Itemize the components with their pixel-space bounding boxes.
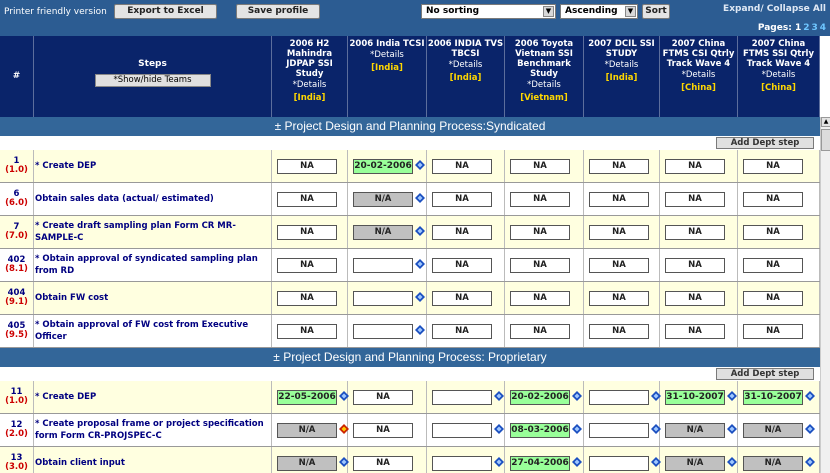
na-field[interactable]: N/A	[277, 423, 337, 438]
step-number	[0, 216, 34, 248]
info-diamond-icon[interactable]	[727, 424, 737, 434]
step-name[interactable]	[34, 249, 272, 281]
status-cell	[348, 150, 427, 182]
status-cell	[505, 249, 584, 281]
status-cell	[660, 183, 738, 215]
step-id: 12	[10, 420, 23, 430]
section-toolbar	[0, 136, 820, 150]
study-header	[272, 36, 348, 117]
step-name[interactable]	[34, 282, 272, 314]
status-cell	[348, 447, 427, 473]
steps-label: Steps	[138, 59, 167, 69]
status-cell	[584, 447, 660, 473]
na-field[interactable]: NA	[589, 324, 649, 339]
date-field[interactable]: 31-10-2007	[665, 390, 725, 405]
na-field[interactable]: NA	[510, 291, 570, 306]
step-version: (2.0)	[5, 429, 28, 439]
na-field[interactable]: NA	[432, 324, 492, 339]
status-cell	[738, 183, 820, 215]
status-cell	[427, 414, 505, 446]
chevron-down-icon: ▼	[543, 6, 554, 17]
date-input[interactable]	[353, 291, 413, 306]
step-number	[0, 447, 34, 473]
step-name[interactable]	[34, 183, 272, 215]
study-title: 2006 H2 Mahindra JDPAP SSI Study	[286, 39, 333, 79]
step-id: 6	[13, 189, 20, 199]
na-field[interactable]: N/A	[353, 225, 413, 240]
step-id: 7	[13, 222, 20, 232]
date-input[interactable]	[432, 390, 492, 405]
chevron-down-icon: ▼	[625, 6, 636, 17]
step-label: Obtain FW cost	[35, 293, 109, 303]
na-field[interactable]: NA	[743, 291, 803, 306]
date-input[interactable]	[589, 423, 649, 438]
na-field[interactable]: NA	[277, 291, 337, 306]
status-cell	[348, 381, 427, 413]
na-field[interactable]: NA	[432, 159, 492, 174]
info-diamond-icon[interactable]	[805, 391, 815, 401]
sort-select-value: No sorting	[426, 6, 480, 16]
na-field[interactable]: NA	[432, 258, 492, 273]
step-number	[0, 150, 34, 182]
page-link-4[interactable]: 4	[819, 23, 826, 33]
info-diamond-icon[interactable]	[415, 193, 425, 203]
step-id: 404	[7, 288, 26, 298]
status-cell	[738, 315, 820, 347]
step-label: * Obtain approval of syndicated sampling plan from RD	[35, 254, 258, 276]
step-version: (1.0)	[5, 165, 28, 175]
step-version: (9.1)	[5, 297, 28, 307]
status-cell	[348, 414, 427, 446]
save-profile-button[interactable]: Save profile	[236, 4, 320, 19]
status-cell	[584, 282, 660, 314]
status-cell	[660, 249, 738, 281]
date-input[interactable]	[432, 423, 492, 438]
table-row	[0, 315, 820, 348]
status-cell	[272, 381, 348, 413]
study-header	[584, 36, 660, 117]
date-field[interactable]: 27-04-2006	[510, 456, 570, 471]
country-label: [India]	[371, 63, 403, 73]
status-cell	[738, 150, 820, 182]
status-cell	[427, 447, 505, 473]
status-cell	[348, 249, 427, 281]
status-cell	[505, 282, 584, 314]
date-field[interactable]: 22-05-2006	[277, 390, 337, 405]
status-cell	[272, 183, 348, 215]
na-field[interactable]: NA	[665, 324, 725, 339]
step-name[interactable]	[34, 315, 272, 347]
status-cell	[660, 414, 738, 446]
vertical-scrollbar[interactable]	[820, 117, 830, 473]
na-field[interactable]: N/A	[665, 423, 725, 438]
na-field[interactable]: NA	[432, 225, 492, 240]
table-row	[0, 183, 820, 216]
status-cell	[660, 315, 738, 347]
pagination	[758, 23, 826, 33]
status-cell	[660, 381, 738, 413]
status-cell	[584, 414, 660, 446]
step-number	[0, 282, 34, 314]
page-link-3[interactable]: 3	[811, 23, 818, 33]
na-field[interactable]: NA	[589, 291, 649, 306]
na-field[interactable]: NA	[510, 192, 570, 207]
step-label: Obtain client input	[35, 458, 125, 468]
status-cell	[738, 447, 820, 473]
na-field[interactable]: NA	[277, 192, 337, 207]
study-header	[505, 36, 584, 117]
info-diamond-icon[interactable]	[727, 457, 737, 467]
step-id: 402	[7, 255, 26, 265]
country-label: [India]	[449, 73, 482, 83]
status-cell	[348, 216, 427, 248]
na-field[interactable]: NA	[432, 192, 492, 207]
country-label: [China]	[761, 83, 796, 93]
step-version: (8.1)	[5, 264, 28, 274]
status-cell	[427, 315, 505, 347]
na-field[interactable]: NA	[665, 291, 725, 306]
na-field[interactable]: NA	[665, 192, 725, 207]
step-version: (3.0)	[5, 462, 28, 472]
info-diamond-icon[interactable]	[572, 457, 582, 467]
order-select[interactable]	[560, 4, 638, 19]
status-cell	[660, 216, 738, 248]
details-link[interactable]: *Details	[448, 60, 483, 70]
na-field[interactable]: NA	[743, 192, 803, 207]
status-cell	[660, 447, 738, 473]
printer-friendly-link[interactable]: Printer friendly version	[4, 7, 107, 17]
step-label: * Create draft sampling plan Form CR MR-SAMPLE-C	[35, 221, 236, 243]
info-diamond-icon[interactable]	[572, 391, 582, 401]
hash-header: #	[0, 36, 34, 117]
add-dept-step-button[interactable]: Add Dept step	[716, 368, 814, 380]
step-label: Obtain sales data (actual/ estimated)	[35, 194, 214, 204]
country-label: [India]	[605, 73, 638, 83]
status-cell	[738, 381, 820, 413]
na-field[interactable]: NA	[589, 258, 649, 273]
na-field[interactable]: NA	[589, 159, 649, 174]
step-label: * Create DEP	[35, 161, 97, 171]
step-number	[0, 315, 34, 347]
info-diamond-icon[interactable]	[494, 424, 504, 434]
study-header	[738, 36, 820, 117]
status-cell	[660, 282, 738, 314]
details-link[interactable]: *Details	[527, 80, 561, 90]
na-field[interactable]: N/A	[743, 456, 803, 471]
status-cell	[427, 249, 505, 281]
status-cell	[427, 216, 505, 248]
details-link[interactable]: *Details	[292, 80, 327, 90]
step-version: (1.0)	[5, 396, 28, 406]
study-header	[660, 36, 738, 117]
status-cell	[505, 414, 584, 446]
date-input[interactable]	[353, 324, 413, 339]
table-row	[0, 216, 820, 249]
info-diamond-icon[interactable]	[494, 457, 504, 467]
expand-collapse-link[interactable]: Expand/ Collapse All	[723, 4, 826, 14]
details-link[interactable]: *Details	[681, 70, 716, 80]
step-id: 11	[10, 387, 23, 397]
pages-label: Pages: 1	[757, 23, 802, 33]
date-field[interactable]: 08-03-2006	[510, 423, 570, 438]
na-field[interactable]: NA	[432, 291, 492, 306]
table-row	[0, 381, 820, 414]
table-row	[0, 150, 820, 183]
study-title: 2007 China FTMS CSI Qtrly Track Wave 4	[662, 39, 735, 69]
na-field[interactable]: NA	[353, 390, 413, 405]
status-cell	[427, 150, 505, 182]
section-header[interactable]: ± Project Design and Planning Process: Proprietary	[0, 348, 820, 367]
status-cell	[584, 315, 660, 347]
table-row	[0, 414, 820, 447]
date-input[interactable]	[589, 390, 649, 405]
status-cell	[272, 249, 348, 281]
step-number	[0, 414, 34, 446]
na-field[interactable]: NA	[353, 423, 413, 438]
na-field[interactable]: NA	[743, 225, 803, 240]
status-cell	[505, 315, 584, 347]
date-field[interactable]: 20-02-2006	[510, 390, 570, 405]
na-field[interactable]: N/A	[665, 456, 725, 471]
country-label: [India]	[293, 93, 326, 103]
section-header[interactable]: ± Project Design and Planning Process:Syndicated	[0, 117, 820, 136]
step-id: 405	[7, 321, 26, 331]
na-field[interactable]: NA	[665, 225, 725, 240]
date-input[interactable]	[432, 456, 492, 471]
na-field[interactable]: NA	[510, 225, 570, 240]
study-title: 2007 China FTMS SSI Qtrly Track Wave 4	[742, 39, 815, 69]
info-diamond-icon[interactable]	[805, 457, 815, 467]
na-field[interactable]: NA	[277, 258, 337, 273]
na-field[interactable]: N/A	[353, 192, 413, 207]
step-name[interactable]	[34, 216, 272, 248]
page-link-2[interactable]: 2	[803, 23, 810, 33]
toolbar	[0, 0, 830, 36]
export-excel-button[interactable]: Export to Excel	[114, 4, 217, 19]
table-row	[0, 282, 820, 315]
show-hide-teams-button[interactable]: *Show/hide Teams	[95, 74, 211, 87]
na-field[interactable]: NA	[510, 258, 570, 273]
sort-select[interactable]	[421, 4, 556, 19]
na-field[interactable]: NA	[510, 159, 570, 174]
status-cell	[584, 183, 660, 215]
info-diamond-icon[interactable]	[415, 325, 425, 335]
date-input[interactable]	[353, 258, 413, 273]
date-field[interactable]: 20-02-2006	[353, 159, 413, 174]
country-label: [Vietnam]	[520, 93, 568, 103]
step-name[interactable]	[34, 150, 272, 182]
step-number	[0, 183, 34, 215]
step-id: 13	[10, 453, 23, 463]
status-cell	[427, 381, 505, 413]
status-cell	[505, 150, 584, 182]
step-label: * Create proposal frame or project specification form Form CR-PROJSPEC-C	[35, 419, 264, 441]
step-id: 1	[13, 156, 20, 166]
scroll-thumb[interactable]	[821, 129, 830, 151]
details-link[interactable]: *Details	[761, 70, 796, 80]
status-cell	[505, 216, 584, 248]
na-field[interactable]: NA	[353, 456, 413, 471]
study-title: 2006 India TCSI	[349, 39, 425, 49]
step-label: * Create DEP	[35, 392, 97, 402]
status-cell	[272, 282, 348, 314]
info-diamond-icon[interactable]	[415, 226, 425, 236]
step-version: (7.0)	[5, 231, 28, 241]
step-version: (6.0)	[5, 198, 28, 208]
na-field[interactable]: NA	[665, 258, 725, 273]
status-cell	[584, 216, 660, 248]
step-number	[0, 249, 34, 281]
status-cell	[584, 249, 660, 281]
status-cell	[272, 216, 348, 248]
status-cell	[738, 249, 820, 281]
order-select-value: Ascending	[565, 6, 618, 16]
details-link[interactable]: *Details	[604, 60, 639, 70]
info-diamond-icon[interactable]	[415, 292, 425, 302]
status-cell	[505, 381, 584, 413]
status-cell	[348, 183, 427, 215]
status-cell	[272, 315, 348, 347]
na-field[interactable]: NA	[510, 324, 570, 339]
na-field[interactable]: NA	[665, 159, 725, 174]
na-field[interactable]: NA	[743, 159, 803, 174]
step-version: (9.5)	[5, 330, 28, 340]
na-field[interactable]: N/A	[743, 423, 803, 438]
sort-button[interactable]: Sort	[642, 4, 670, 19]
status-cell	[505, 447, 584, 473]
details-link[interactable]: *Details	[370, 50, 404, 60]
status-cell	[584, 381, 660, 413]
na-field[interactable]: NA	[277, 225, 337, 240]
status-cell	[427, 183, 505, 215]
info-diamond-icon[interactable]	[494, 391, 504, 401]
info-diamond-icon[interactable]	[415, 160, 425, 170]
steps-header	[34, 36, 272, 117]
status-cell	[738, 216, 820, 248]
status-cell	[660, 150, 738, 182]
info-diamond-icon[interactable]	[415, 259, 425, 269]
step-name[interactable]	[34, 414, 272, 446]
status-cell	[348, 282, 427, 314]
add-dept-step-button[interactable]: Add Dept step	[716, 137, 814, 149]
table-row	[0, 249, 820, 282]
study-title: 2006 INDIA TVS TBCSI	[427, 39, 504, 59]
study-header	[348, 36, 427, 117]
date-input[interactable]	[589, 456, 649, 471]
info-diamond-icon[interactable]	[572, 424, 582, 434]
na-field[interactable]: NA	[589, 192, 649, 207]
date-field[interactable]: 31-10-2007	[743, 390, 803, 405]
na-field[interactable]: N/A	[277, 456, 337, 471]
step-name[interactable]	[34, 381, 272, 413]
country-label: [China]	[681, 83, 716, 93]
status-cell	[272, 414, 348, 446]
scroll-up-icon[interactable]: ▲	[821, 117, 830, 127]
status-cell	[738, 282, 820, 314]
na-field[interactable]: NA	[589, 225, 649, 240]
step-name[interactable]	[34, 447, 272, 473]
step-number	[0, 381, 34, 413]
status-cell	[427, 282, 505, 314]
info-diamond-icon[interactable]	[727, 391, 737, 401]
section-toolbar	[0, 367, 820, 381]
status-cell	[584, 150, 660, 182]
study-title: 2007 DCIL SSI STUDY	[588, 39, 655, 59]
status-cell	[505, 183, 584, 215]
na-field[interactable]: NA	[743, 324, 803, 339]
table-header	[0, 36, 820, 117]
table-row	[0, 447, 820, 473]
na-field[interactable]: NA	[277, 159, 337, 174]
na-field[interactable]: NA	[743, 258, 803, 273]
status-cell	[738, 414, 820, 446]
study-header	[427, 36, 505, 117]
info-diamond-icon[interactable]	[805, 424, 815, 434]
step-label: * Obtain approval of FW cost from Executive Officer	[35, 320, 249, 342]
study-title: 2006 Toyota Vietnam SSI Benchmark Study	[514, 39, 574, 79]
status-cell	[272, 150, 348, 182]
status-cell	[272, 447, 348, 473]
status-cell	[348, 315, 427, 347]
na-field[interactable]: NA	[277, 324, 337, 339]
